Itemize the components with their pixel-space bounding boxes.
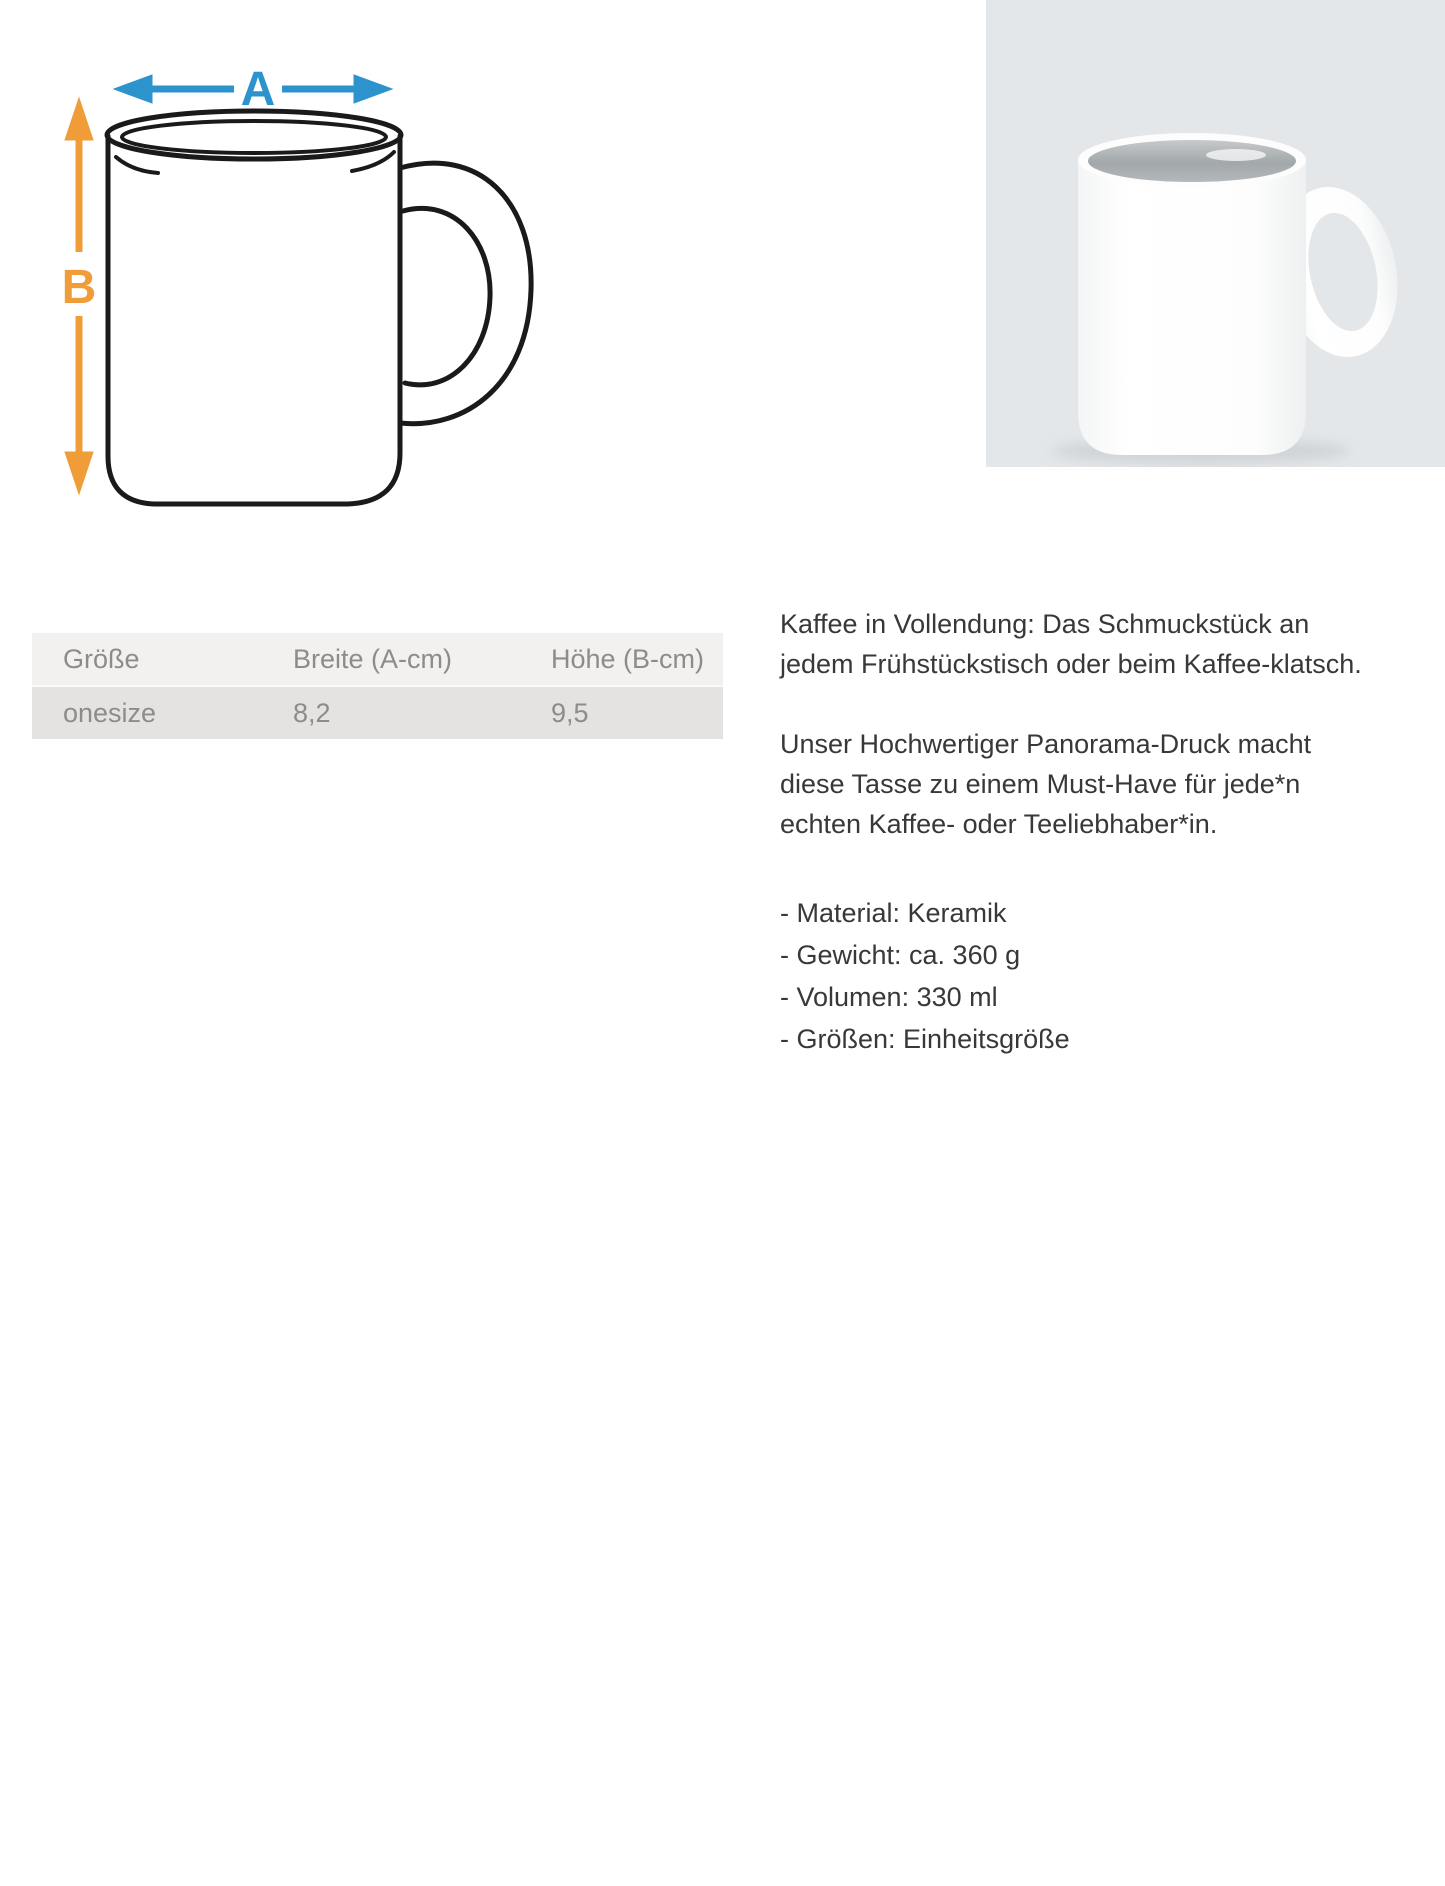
mug-photo	[986, 0, 1445, 467]
product-photo	[986, 0, 1445, 467]
width-label: A	[240, 63, 276, 116]
size-table-cell-height: 9,5	[551, 697, 589, 728]
spec-volume: - Volumen: 330 ml	[780, 982, 998, 1012]
size-table-header-width: Breite (A-cm)	[293, 643, 453, 674]
mug-outline-body	[108, 136, 400, 504]
mug-photo-interior	[1088, 140, 1296, 182]
mug-outline	[107, 111, 531, 504]
mug-dimension-drawing	[0, 0, 560, 520]
mug-outline-handle-inner	[403, 208, 490, 384]
size-table-header-size: Größe	[63, 643, 140, 674]
size-table-header-row	[32, 633, 723, 686]
spec-weight: - Gewicht: ca. 360 g	[780, 940, 1021, 970]
size-table	[32, 633, 723, 739]
description-paragraph-intro: Kaffee in Vollendung: Das Schmuckstück an jedem Frühstückstisch oder beim Kaffee-klatsch.	[780, 609, 1362, 679]
mug-photo-cylinder	[1078, 160, 1306, 455]
size-table-cell-size: onesize	[63, 697, 157, 728]
mug-outline-rim-accent-right	[352, 152, 394, 171]
spec-material: - Material: Keramik	[780, 898, 1007, 928]
mug-outline-rim-accent-left	[116, 157, 158, 173]
spec-list	[780, 892, 1380, 1060]
height-label: B	[61, 261, 97, 314]
product-description	[780, 604, 1380, 1060]
spec-sizes: - Größen: Einheitsgröße	[780, 1024, 1070, 1054]
mug-photo-highlight	[1206, 149, 1266, 161]
size-table-cell-width: 8,2	[293, 697, 331, 728]
size-table-row-onesize	[32, 686, 723, 739]
mug-dimension-diagram	[0, 0, 560, 520]
size-table-header-height: Höhe (B-cm)	[551, 643, 705, 674]
description-paragraph-print: Unser Hochwertiger Panorama-Druck macht diese Tasse zu einem Must-Have für jede*n echten Kaffee- oder Teeliebhaber*in.	[780, 729, 1312, 839]
mug-outline-rim-inner	[122, 121, 386, 153]
height-arrow	[62, 98, 97, 494]
width-arrow	[114, 63, 392, 116]
